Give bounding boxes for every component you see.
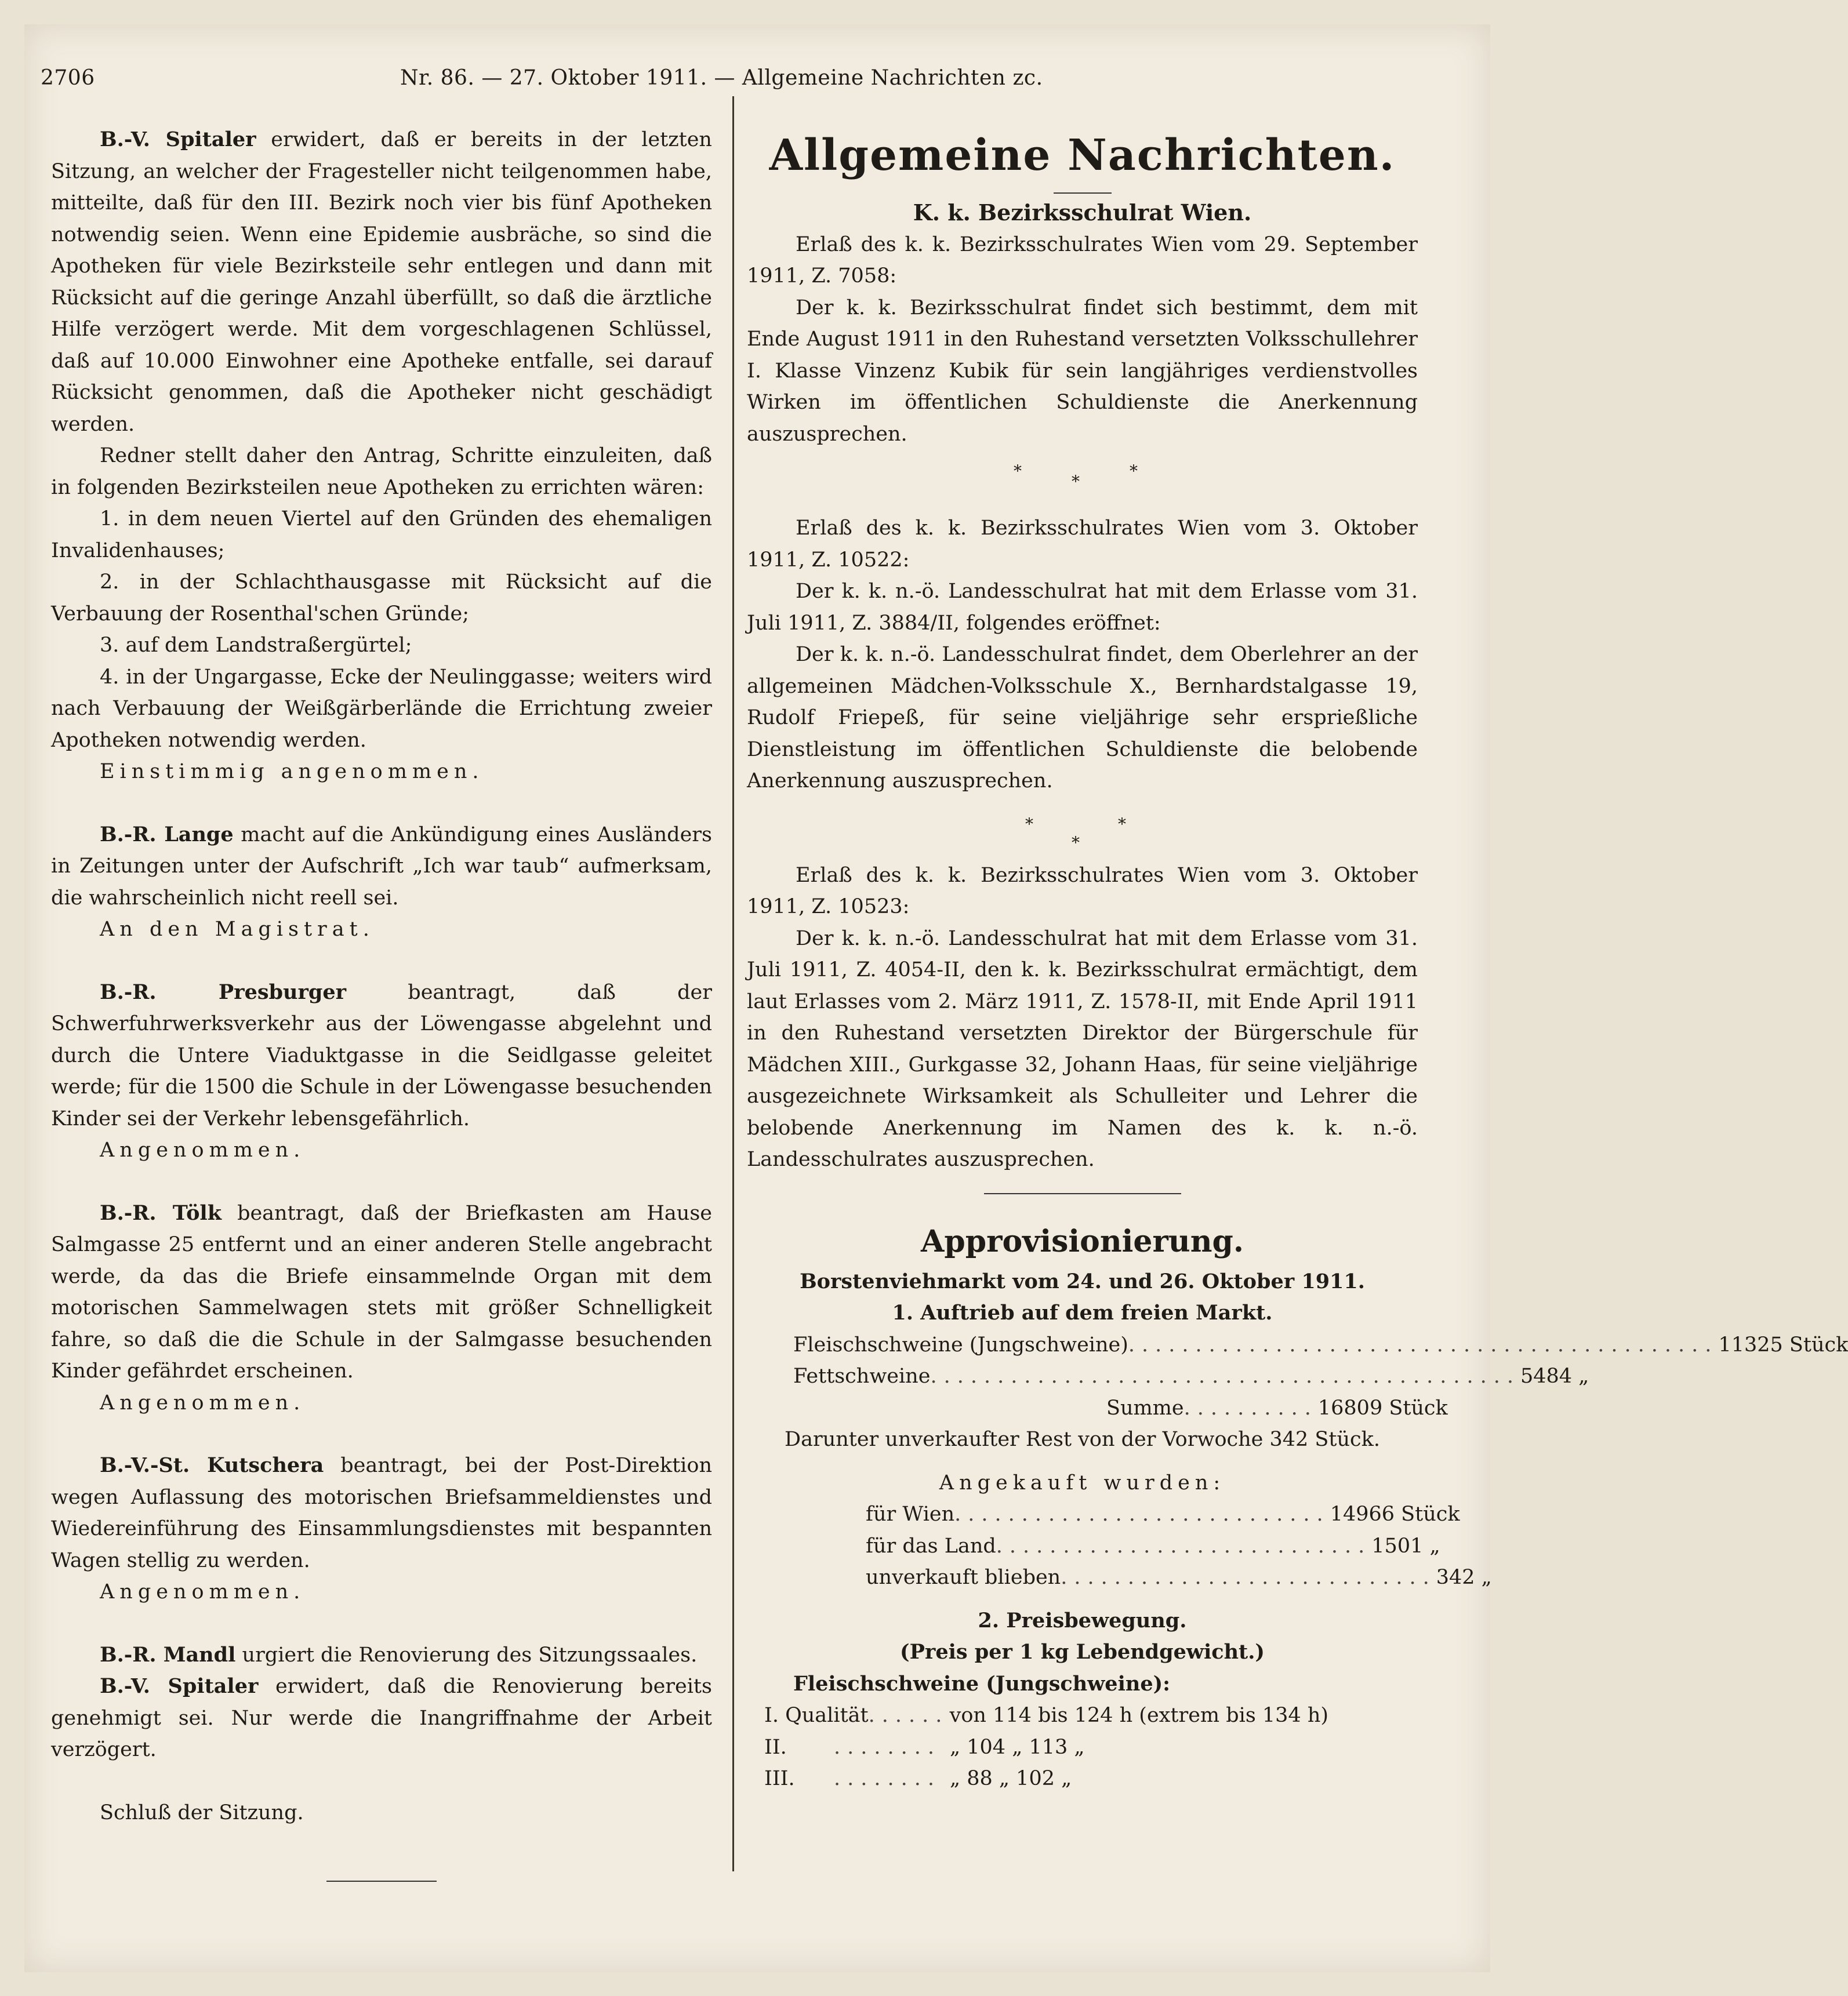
speech-text: beantragt, daß der Schwerfuhrwerksverkehr aus der Löwengasse abgelehnt und durch die Untere Viaduktgasse in die Seidlgasse geleitet werde; für die 1500 die Schule in der Löwengasse besuchenden Kinder sei der Verkehr lebensgefährlich. <box>51 980 712 1130</box>
speech-paragraph <box>51 124 712 440</box>
purchase-table <box>866 1499 1492 1594</box>
decree-body: Der k. k. Bezirksschulrat findet sich bestimmt, dem mit Ende August 1911 in den Ruhestand versetzten Volksschullehrer I. Klasse Vinzenz Kubik für sein langjähriges verdienstvolles Wirken im öffentlichen Schuldienste die Anerkennung auszusprechen. <box>747 296 1418 446</box>
column-divider <box>732 96 734 1871</box>
speech-text: erwidert, daß er bereits in der letzten Sitzung, an welcher der Fragesteller nicht teilgenommen habe, mitteilte, daß für den III. Bezirk noch vier bis fünf Apotheken notwendig seien. Wenn eine Epidemie ausbräche, so sind die Apotheken für viele Bezirksteile sehr entlegen und dann mit Rücksicht auf die geringe Anzahl überfüllt, so daß die ärztliche Hilfe verzögert werde. Mit dem vorgeschlagenen Schlüssel, daß auf 10.000 Einwohner eine Apotheke entfalle, sei darauf Rücksicht genommen, daß die Apotheker nicht geschädigt werden. <box>51 128 712 436</box>
table-row: Summe .......... 16809 Stück <box>1106 1396 1448 1420</box>
asterism <box>747 797 1418 860</box>
speech-text: beantragt, daß der Briefkasten am Hause Salmgasse 25 entfernt und an einer anderen Stelle angebracht werde, da das die Briefe einsammelnde Organ mit dem motorischen Sammelwagen stets mit größer Schnelligkeit fahre, so daß die die Schule in der Salmgasse besuchenden Kinder gefährdet erscheinen. <box>51 1201 712 1383</box>
price-table <box>764 1700 1414 1795</box>
table-row: für Wien ............................ 14966 Stück <box>866 1503 1460 1526</box>
section-title: Allgemeine Nachrichten. <box>769 130 1396 180</box>
price-category: Fleischschweine (Jungschweine): <box>793 1671 1171 1696</box>
asterism <box>747 450 1418 512</box>
resolution: Angenommen. <box>100 1580 306 1604</box>
speech-paragraph <box>51 1450 712 1576</box>
left-column <box>51 124 712 1882</box>
speech-text: urgiert die Renovierung des Sitzungssaales. <box>242 1643 698 1667</box>
star-icon: * <box>1130 461 1138 481</box>
speech-text: erwidert, daß die Renovierung bereits genehmigt sei. Nur werde die Inangriffnahme der Arbeit verzögert. <box>51 1675 712 1761</box>
approvisioning-title: Approvisionierung. <box>921 1223 1244 1259</box>
speaker-name: B.-V. Spitaler <box>100 128 256 151</box>
table-row: I. Qualität ...... von 114 bis 124 h (extrem bis 134 h) <box>764 1704 1329 1727</box>
section-rule <box>984 1193 1181 1194</box>
star-icon: * <box>1014 461 1022 481</box>
decree-intro: Erlaß des k. k. Bezirksschulrates Wien vom 3. Oktober 1911, Z. 10523: <box>747 863 1418 918</box>
list-item: 1. in dem neuen Viertel auf den Gründen des ehemaligen Invalidenhauses; <box>51 507 712 562</box>
star-icon: * <box>1072 472 1080 491</box>
page-number: 2706 <box>41 66 95 90</box>
table-row: Fleischschweine (Jungschweine) ............................................ 11325 Stück <box>793 1333 1848 1357</box>
session-close: Schluß der Sitzung. <box>100 1801 304 1824</box>
decree-intro: Erlaß des k. k. Bezirksschulrates Wien vom 29. September 1911, Z. 7058: <box>747 232 1418 288</box>
purchased-heading: Angekauft wurden: <box>939 1471 1226 1495</box>
subsection-heading: 2. Preisbewegung. <box>978 1608 1187 1633</box>
supply-table <box>793 1329 1848 1424</box>
list-item: 4. in der Ungargasse, Ecke der Neulinggasse; weiters wird nach Verbauung der Weißgärberlände die Errichtung zweier Apotheken notwendig werden. <box>51 665 712 752</box>
decree-body: Der k. k. n.-ö. Landesschulrat hat mit dem Erlasse vom 31. Juli 1911, Z. 3884/II, folgendes eröffnet: <box>747 580 1418 635</box>
running-title: Nr. 86. — 27. Oktober 1911. — Allgemeine Nachrichten zc. <box>400 66 1043 90</box>
table-row: II. ........ „ 104 „ 113 „ <box>764 1735 1085 1759</box>
star-icon: * <box>1118 814 1126 834</box>
running-header <box>41 60 1467 101</box>
resolution: Angenommen. <box>100 1391 306 1415</box>
speaker-name: B.-R. Tölk <box>100 1201 222 1225</box>
resolution: Einstimmig angenommen. <box>100 760 484 783</box>
resolution: Angenommen. <box>100 1139 306 1162</box>
title-rule <box>1054 192 1112 194</box>
speech-paragraph <box>51 1639 712 1671</box>
decree-body: Der k. k. n.-ö. Landesschulrat findet, dem Oberlehrer an der allgemeinen Mädchen-Volksschule X., Bernhardstalgasse 19, Rudolf Friepeß, für seine vieljährige sehr ersprießliche Dienstleistung im öffentlichen Schuldienste die belobende Anerkennung auszusprechen. <box>747 643 1418 792</box>
table-row: für das Land ............................ 1501 „ <box>866 1534 1440 1558</box>
table-row: III. ........ „ 88 „ 102 „ <box>764 1767 1072 1790</box>
speech-paragraph <box>51 1198 712 1387</box>
speech-text: macht auf die Ankündigung eines Ausländers in Zeitungen unter der Aufschrift „Ich war taub“ aufmerksam, die wahrscheinlich nicht reell sei. <box>51 823 712 910</box>
star-icon: * <box>1072 832 1080 852</box>
table-row: unverkauft blieben ............................ 342 „ <box>866 1566 1492 1589</box>
speech-text: beantragt, bei der Post-Direktion wegen Auflassung des motorischen Briefsammeldienstes und Wiedereinführung des Einsammlungsdienstes mit bespannten Wagen stellig zu werden. <box>51 1454 712 1572</box>
speaker-name: B.-R. Mandl <box>100 1642 236 1667</box>
decree-intro: Erlaß des k. k. Bezirksschulrates Wien vom 3. Oktober 1911, Z. 10522: <box>747 517 1418 572</box>
market-heading: Borstenviehmarkt vom 24. und 26. Oktober 1911. <box>800 1269 1365 1293</box>
subsection-heading: 1. Auftrieb auf dem freien Markt. <box>892 1301 1273 1325</box>
resolution: An den Magistrat. <box>100 918 375 941</box>
section-subtitle: K. k. Bezirksschulrat Wien. <box>913 199 1252 226</box>
motion-paragraph: Redner stellt daher den Antrag, Schritte einzuleiten, daß in folgenden Bezirksteilen neue Apotheken zu errichten wären: <box>51 444 712 499</box>
speaker-name: B.-V.-St. Kutschera <box>100 1453 324 1477</box>
speaker-name: B.-R. Presburger <box>100 980 347 1004</box>
end-rule <box>326 1881 437 1882</box>
right-column <box>747 124 1848 1795</box>
speech-paragraph <box>51 819 712 914</box>
speech-paragraph <box>51 977 712 1135</box>
unsold-remark: Darunter unverkaufter Rest von der Vorwoche 342 Stück. <box>785 1428 1380 1451</box>
table-row: Fettschweine ............................................ 5484 „ <box>793 1365 1589 1388</box>
decree-body: Der k. k. n.-ö. Landesschulrat hat mit dem Erlasse vom 31. Juli 1911, Z. 4054-II, den k. k. Bezirksschulrat ermächtigt, dem laut Erlasses vom 2. März 1911, Z. 1578-II, mit Ende April 1911 in den Ruhestand versetzten Direktor der Bürgerschule für Mädchen XIII., Gurkgasse 32, Johann Haas, für seine vieljährige ausgezeichnete Wirksamkeit als Schulleiter und Lehrer die belobende Anerkennung im Namen des k. k. n.-ö. Landesschulrates auszusprechen. <box>747 926 1418 1171</box>
speaker-name: B.-R. Lange <box>100 822 234 846</box>
star-icon: * <box>1025 814 1033 834</box>
speaker-name: B.-V. Spitaler <box>100 1674 259 1698</box>
price-note: (Preis per 1 kg Lebendgewicht.) <box>900 1640 1265 1664</box>
list-item: 3. auf dem Landstraßergürtel; <box>100 634 412 657</box>
list-item: 2. in der Schlachthausgasse mit Rücksicht auf die Verbauung der Rosenthal'schen Gründe; <box>51 570 712 626</box>
speech-paragraph <box>51 1671 712 1766</box>
